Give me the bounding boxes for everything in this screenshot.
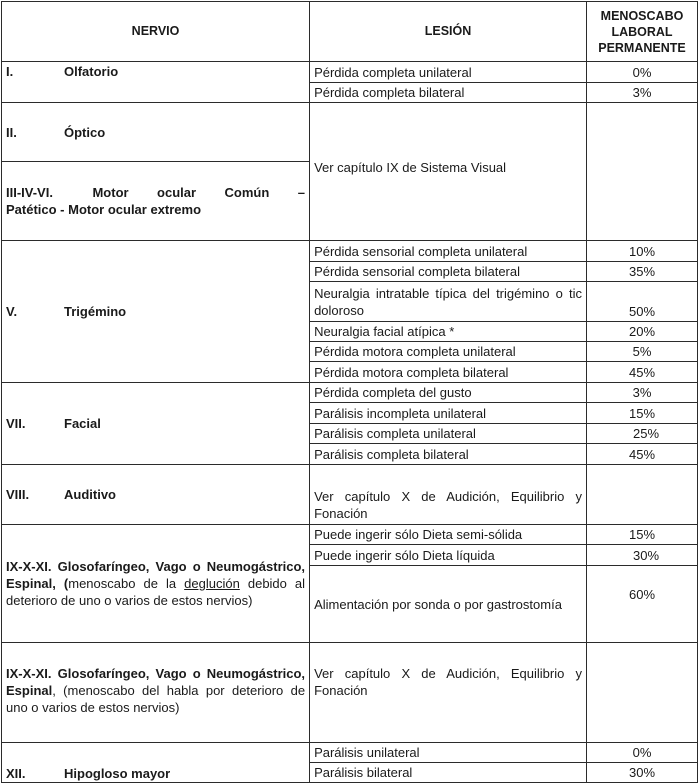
percent-cell: 10%: [587, 241, 698, 262]
header-nervio: NERVIO: [2, 2, 310, 62]
percent-cell: 20%: [587, 322, 698, 342]
lesion-cell: Pérdida motora completa unilateral: [310, 342, 587, 362]
lesion-cell: Parálisis completa unilateral: [310, 424, 587, 444]
nerve-glosofaringeo-deglucion: [2, 525, 310, 643]
lesion-cell: Neuralgia intratable típica del trigémino o tic doloroso: [310, 282, 587, 322]
nerve-impairment-table: [1, 1, 698, 783]
lesion-cell: Puede ingerir sólo Dieta líquida: [310, 545, 587, 566]
percent-cell: 25%: [587, 424, 698, 444]
percent-cell: 15%: [587, 525, 698, 545]
lesion-cell: Pérdida sensorial completa unilateral: [310, 241, 587, 262]
lesion-cell: Ver capítulo IX de Sistema Visual: [310, 103, 587, 241]
percent-cell: 45%: [587, 444, 698, 465]
nerve-number: VII.: [6, 416, 26, 431]
nerve-name: Glosofaríngeo, Vago o Neumogástrico, Espinal: [6, 666, 306, 698]
table-row: [2, 383, 698, 403]
nerve-trigemino: [2, 241, 310, 383]
nerve-name: Auditivo: [64, 487, 116, 502]
nerve-number: IX-X-XI.: [6, 559, 52, 574]
nerve-name: Trigémino: [64, 304, 127, 319]
nerve-desc: menoscabo de la: [68, 576, 185, 591]
nerve-name: Facial: [64, 416, 101, 431]
nerve-number: XII.: [6, 766, 26, 781]
nerve-number: III-IV-VI.: [6, 185, 53, 200]
nerve-motor-ocular: [2, 162, 310, 241]
table-row: [2, 241, 698, 262]
lesion-cell: Parálisis unilateral: [310, 743, 587, 763]
percent-cell: 0%: [587, 743, 698, 763]
lesion-cell: Pérdida completa unilateral: [310, 62, 587, 83]
percent-cell: [587, 103, 698, 241]
lesion-cell: Puede ingerir sólo Dieta semi-sólida: [310, 525, 587, 545]
nerve-name: Hipogloso mayor: [64, 766, 171, 781]
table-row: [2, 62, 698, 83]
lesion-cell: Pérdida motora completa bilateral: [310, 362, 587, 383]
table-row: [2, 465, 698, 525]
percent-cell: 5%: [587, 342, 698, 362]
nerve-desc-underlined: deglución: [184, 576, 240, 591]
table-row: [2, 643, 698, 743]
nerve-name: Glosofaríngeo, Vago o Neumogástrico, Espinal,: [6, 559, 306, 591]
table-row: [2, 743, 698, 763]
percent-cell: 30%: [587, 545, 698, 566]
header-lesion: LESIÓN: [310, 2, 587, 62]
nerve-name-part: Motor: [92, 185, 129, 200]
nerve-name: Óptico: [64, 124, 106, 140]
nerve-desc: , (menoscabo del habla por deterioro de uno o varios de estos nervios): [6, 683, 306, 715]
table-header-row: [2, 2, 698, 62]
nerve-name-part: Común: [224, 185, 270, 200]
header-menoscabo: MENOSCABO LABORAL PERMANENTE: [587, 2, 698, 62]
nerve-name-line2: Patético - Motor ocular extremo: [6, 202, 202, 217]
nerve-number: I.: [6, 64, 14, 79]
percent-cell: 3%: [587, 383, 698, 403]
lesion-cell: Pérdida sensorial completa bilateral: [310, 262, 587, 282]
nerve-desc: debido al deterioro de uno o varios de estos nervios): [6, 576, 306, 608]
lesion-cell: Neuralgia facial atípica *: [310, 322, 587, 342]
nerve-facial: [2, 383, 310, 465]
nerve-number: V.: [6, 304, 18, 319]
table-row: [2, 525, 698, 545]
lesion-cell: Pérdida completa bilateral: [310, 83, 587, 103]
nerve-name-part: ocular: [157, 185, 197, 200]
percent-cell: 35%: [587, 262, 698, 282]
percent-cell: 3%: [587, 83, 698, 103]
nerve-number: IX-X-XI.: [6, 666, 52, 681]
percent-cell: 60%: [587, 566, 698, 643]
percent-cell: [587, 643, 698, 743]
nerve-optico: [2, 103, 310, 162]
paren: (: [55, 576, 69, 591]
percent-cell: 45%: [587, 362, 698, 383]
lesion-cell: Ver capítulo X de Audición, Equilibrio y Fonación: [310, 643, 587, 743]
lesion-cell: Parálisis incompleta unilateral: [310, 403, 587, 424]
table-row: [2, 103, 698, 162]
percent-cell: 0%: [587, 62, 698, 83]
lesion-cell: Alimentación por sonda o por gastrostomía: [310, 566, 587, 643]
percent-cell: [587, 465, 698, 525]
nerve-olfatorio: [2, 62, 310, 103]
percent-cell: 50%: [587, 282, 698, 322]
nerve-name: Olfatorio: [64, 64, 119, 79]
nerve-number: II.: [6, 124, 17, 140]
lesion-cell: Ver capítulo X de Audición, Equilibrio y Fonación: [310, 465, 587, 525]
lesion-cell: Pérdida completa del gusto: [310, 383, 587, 403]
lesion-cell: Parálisis bilateral: [310, 763, 587, 783]
nerve-number: VIII.: [6, 487, 30, 502]
nerve-auditivo: [2, 465, 310, 525]
percent-cell: 30%: [587, 763, 698, 783]
lesion-cell: Parálisis completa bilateral: [310, 444, 587, 465]
percent-cell: 15%: [587, 403, 698, 424]
nerve-glosofaringeo-habla: [2, 643, 310, 743]
nerve-name-part: –: [297, 185, 306, 200]
nerve-hipogloso: [2, 743, 310, 783]
